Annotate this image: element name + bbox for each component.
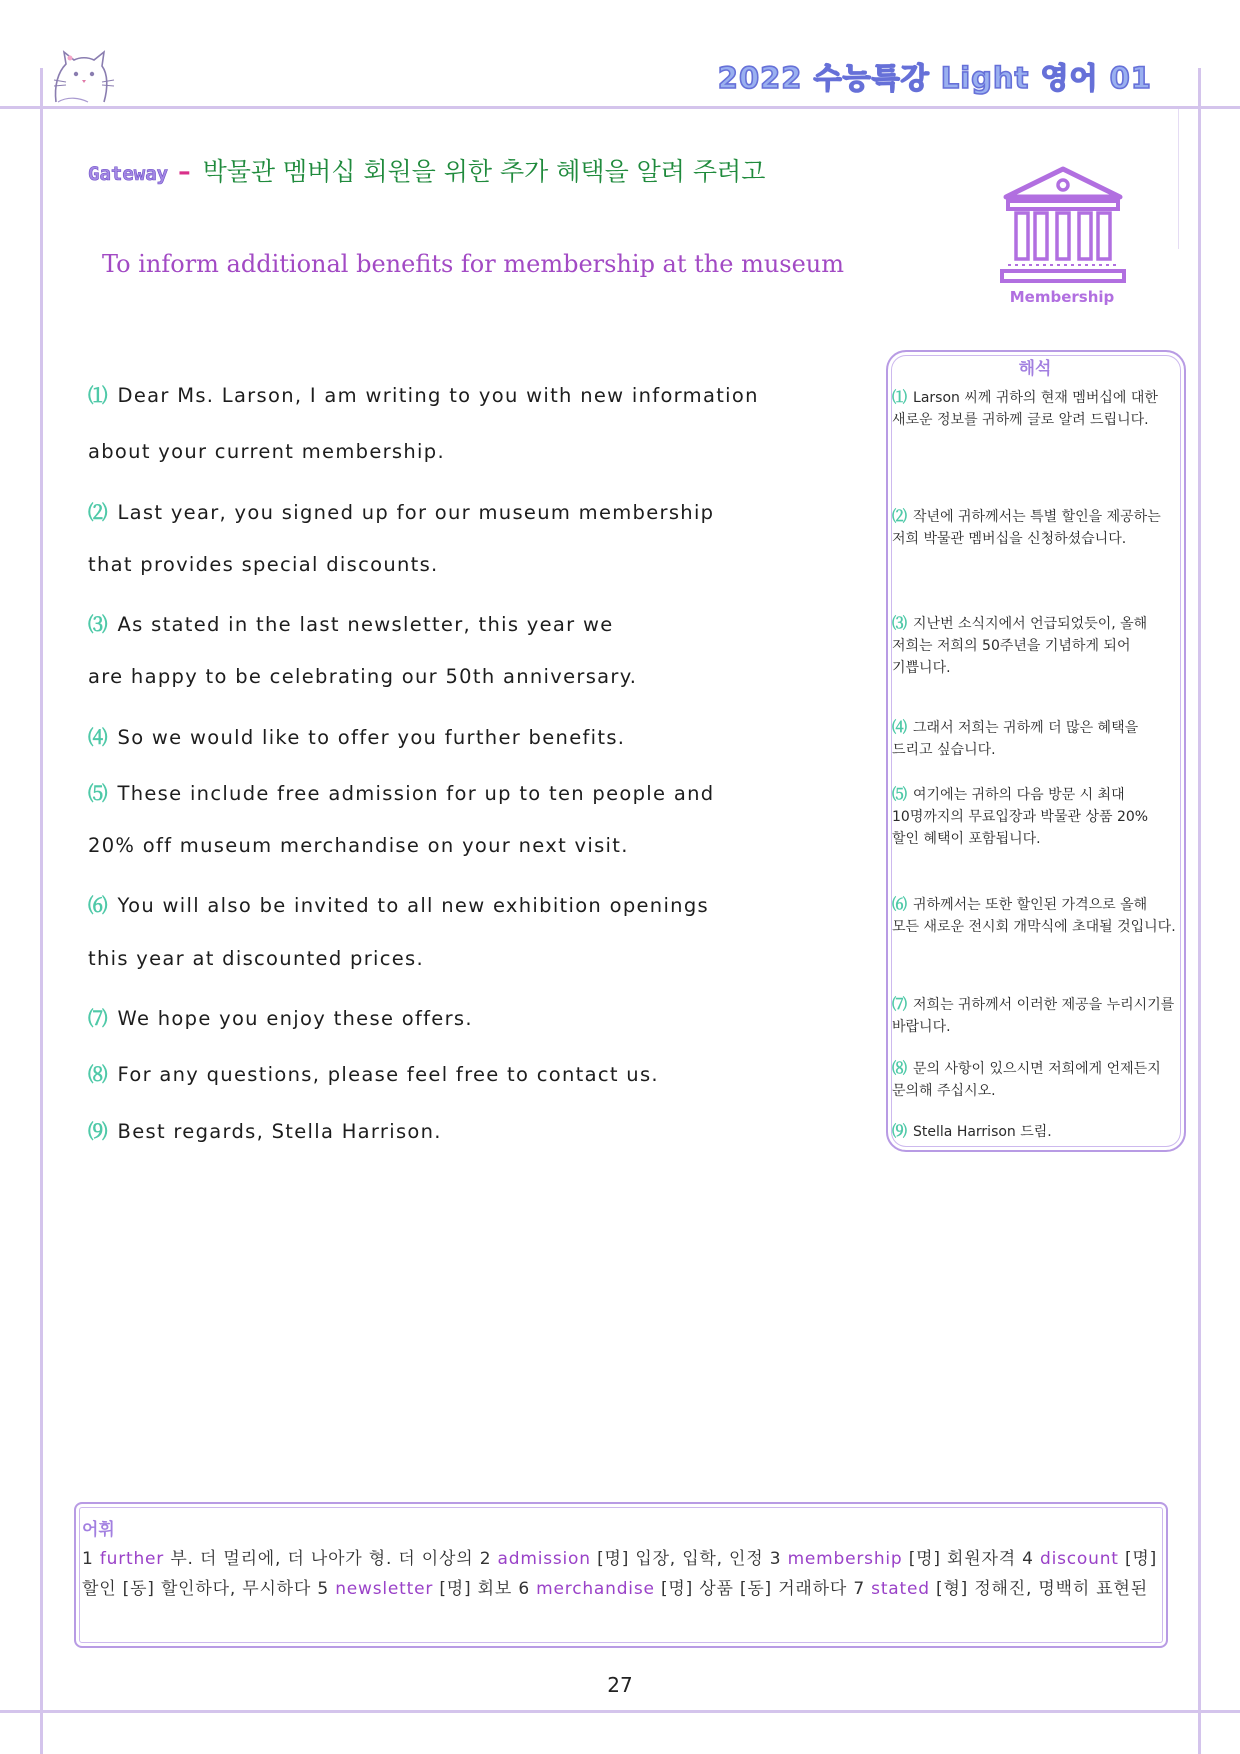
vocabulary-list <box>82 1544 1160 1604</box>
gateway-dash: – <box>178 157 191 186</box>
museum-icon <box>1000 165 1126 285</box>
translation-number: ⑷ <box>892 718 908 736</box>
translation-number: ⑶ <box>892 614 908 632</box>
sentence-text: Dear Ms. Larson, I am writing to you with new information <box>117 384 759 407</box>
gateway-tag: Gateway <box>88 163 169 185</box>
passage-sentence-1 <box>88 380 759 408</box>
translation-text: Stella Harrison 드림. <box>913 1124 1052 1140</box>
translation-item-5 <box>892 783 1176 850</box>
translation-text: 저희는 귀하께서 이러한 제공을 누리시기를 바랍니다. <box>892 997 1175 1035</box>
vocab-meaning: [명] 상품 [동] 거래하다 <box>660 1579 848 1599</box>
translation-number: ⑸ <box>892 785 908 803</box>
translation-text: 여기에는 귀하의 다음 방문 시 최대 10명까지의 무료입장과 박물관 상품 20% 할인 혜택이 포함됩니다. <box>892 787 1149 847</box>
header-title: 2022 수능특강 Light 영어 01 <box>717 61 1152 95</box>
translation-text: 지난번 소식지에서 언급되었듯이, 올해 저희는 저희의 50주년을 기념하게 되어 기쁩니다. <box>892 616 1148 676</box>
vocab-meaning: [명] 입장, 입학, 인정 <box>597 1549 764 1569</box>
sentence-number: ⑺ <box>88 1007 108 1030</box>
left-border-line <box>40 68 43 1754</box>
sentence-text: are happy to be celebrating our 50th anniversary. <box>88 665 638 688</box>
sentence-number: ⑶ <box>88 613 108 636</box>
gateway-english-title: To inform additional benefits for membership at the museum <box>102 250 845 278</box>
passage-sentence-5 <box>88 778 714 806</box>
sentence-text: We hope you enjoy these offers. <box>117 1007 473 1030</box>
vocab-word: membership <box>787 1549 903 1569</box>
translation-item-6 <box>892 893 1176 938</box>
translation-number: ⑴ <box>892 388 908 406</box>
vocab-number: 7 <box>853 1579 865 1599</box>
passage-sentence-2-cont <box>88 553 439 576</box>
sentence-number: ⑵ <box>88 501 108 524</box>
vocabulary-title: 어휘 <box>82 1520 115 1540</box>
sentence-text: that provides special discounts. <box>88 553 439 576</box>
vocab-meaning: [형] 정해진, 명백히 표현된 <box>936 1579 1148 1599</box>
translation-text: 문의 사항이 있으시면 저희에게 언제든지 문의해 주십시오. <box>892 1061 1161 1099</box>
translation-item-9 <box>892 1120 1176 1143</box>
translation-number: ⑵ <box>892 507 908 525</box>
page-number: 27 <box>607 1673 633 1697</box>
sentence-text: As stated in the last newsletter, this year we <box>117 613 614 636</box>
sentence-number: ⑼ <box>88 1120 108 1143</box>
translation-text: 작년에 귀하께서는 특별 할인을 제공하는 저희 박물관 멤버십을 신청하셨습니다. <box>892 509 1161 547</box>
passage-sentence-3-cont <box>88 665 637 688</box>
translation-number: ⑹ <box>892 895 908 913</box>
translation-text: 그래서 저희는 귀하께 더 많은 혜택을 드리고 싶습니다. <box>892 720 1139 758</box>
passage-sentence-3 <box>88 609 614 637</box>
sentence-text: about your current membership. <box>88 440 445 463</box>
vocab-number: 4 <box>1022 1549 1034 1569</box>
top-border-line <box>0 106 1240 109</box>
vocab-number: 1 <box>82 1549 94 1569</box>
sentence-number: ⑻ <box>88 1063 108 1086</box>
sentence-text: You will also be invited to all new exhibition openings <box>117 894 709 917</box>
translation-title: 해석 <box>1018 359 1052 379</box>
cat-logo-icon <box>48 48 120 106</box>
sentence-number: ⑷ <box>88 726 108 749</box>
vocab-word: discount <box>1040 1549 1119 1569</box>
translation-number: ⑺ <box>892 995 908 1013</box>
passage-sentence-5-cont <box>88 834 629 857</box>
translation-text: 귀하께서는 또한 할인된 가격으로 올해 모든 새로운 전시회 개막식에 초대될 것입니다. <box>892 897 1176 935</box>
translation-number: ⑻ <box>892 1059 908 1077</box>
translation-item-3 <box>892 612 1176 679</box>
gateway-heading <box>88 152 765 188</box>
sentence-number: ⑸ <box>88 782 108 805</box>
right-margin-line <box>1178 109 1179 249</box>
vocab-number: 5 <box>317 1579 329 1599</box>
vocab-meaning: [명] 할인 [동] 할인하다, 무시하다 <box>82 1549 1158 1599</box>
sentence-text: this year at discounted prices. <box>88 947 425 970</box>
passage-sentence-7 <box>88 1003 473 1031</box>
sentence-text: For any questions, please feel free to contact us. <box>117 1063 659 1086</box>
vocab-meaning: [명] 회보 <box>439 1579 513 1599</box>
vocab-number: 6 <box>518 1579 530 1599</box>
vocab-word: newsletter <box>335 1579 434 1599</box>
vocab-word: further <box>99 1549 165 1569</box>
passage-sentence-2 <box>88 497 714 525</box>
sentence-text: Last year, you signed up for our museum membership <box>117 501 715 524</box>
museum-caption: Membership <box>1009 288 1115 306</box>
translation-text: Larson 씨께 귀하의 현재 멤버십에 대한 새로운 정보를 귀하께 글로 알려 드립니다. <box>892 390 1158 428</box>
sentence-text: Best regards, Stella Harrison. <box>117 1120 442 1143</box>
vocab-word: merchandise <box>536 1579 655 1599</box>
passage-sentence-6 <box>88 890 709 918</box>
vocab-word: admission <box>497 1549 591 1569</box>
translation-item-8 <box>892 1057 1176 1102</box>
sentence-number: ⑹ <box>88 894 108 917</box>
passage-sentence-6-cont <box>88 947 424 970</box>
sentence-text: So we would like to offer you further benefits. <box>117 726 626 749</box>
vocab-number: 3 <box>769 1549 782 1569</box>
gateway-korean-title: 박물관 멤버십 회원을 위한 추가 혜택을 알려 주려고 <box>202 157 766 186</box>
vocab-meaning: [명] 회원자격 <box>908 1549 1016 1569</box>
passage-sentence-9 <box>88 1116 442 1144</box>
passage-sentence-4 <box>88 722 625 750</box>
vocab-number: 2 <box>479 1549 492 1569</box>
translation-item-1 <box>892 386 1176 431</box>
translation-item-7 <box>892 993 1176 1038</box>
translation-item-4 <box>892 716 1176 761</box>
passage-sentence-8 <box>88 1059 659 1087</box>
sentence-number: ⑴ <box>88 384 108 407</box>
vocab-meaning: 부. 더 멀리에, 더 나아가 형. 더 이상의 <box>170 1549 474 1569</box>
vocab-word: stated <box>871 1579 930 1599</box>
sentence-text: 20% off museum merchandise on your next visit. <box>88 834 629 857</box>
bottom-border-line <box>0 1710 1240 1713</box>
translation-item-2 <box>892 505 1176 550</box>
passage-sentence-1-cont <box>88 440 445 463</box>
right-border-line <box>1198 68 1201 1754</box>
sentence-text: These include free admission for up to ten people and <box>117 782 715 805</box>
translation-number: ⑼ <box>892 1122 908 1140</box>
